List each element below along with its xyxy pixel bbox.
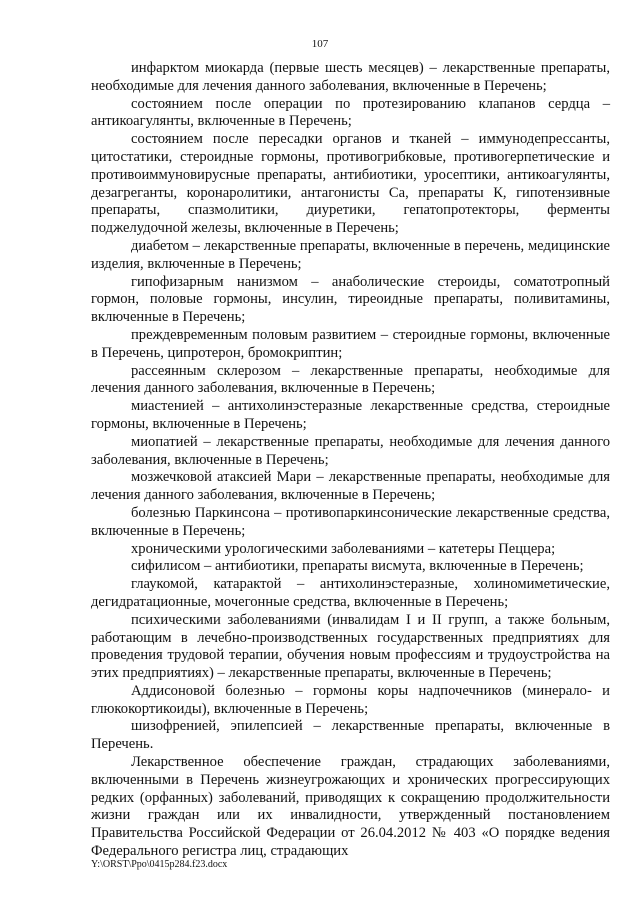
paragraph-parkinson: болезнью Паркинсона – противопаркинсонические лекарственные средства, включенные в Перечень; xyxy=(91,504,610,539)
paragraph-diabetes: диабетом – лекарственные препараты, включенные в перечень, медицинские изделия, включенные в Перечень; xyxy=(91,237,610,272)
paragraph-ataxia: мозжечковой атаксией Мари – лекарственные препараты, необходимые для лечения данного заболевания, включенные в Перечень; xyxy=(91,469,610,504)
paragraph-puberty: преждевременным половым развитием – стероидные гормоны, включенные в Перечень, ципротерон, бромокриптин; xyxy=(91,326,610,361)
paragraph-nanism: гипофизарным нанизмом – анаболические стероиды, соматотропный гормон, половые гормоны, инсулин, тиреоидные препараты, поливитамины, включенные в Перечень; xyxy=(91,273,610,326)
paragraph-mental-illness: психическими заболеваниями (инвалидам I и II групп, а также больным, работающим в лечебно-производственных государственных предприятиях для проведения трудовой терапии, обучения новым профессиям и трудоустройства на этих предприятиях) – лекарственные препараты, включенные в Перечень; xyxy=(91,611,610,682)
paragraph-myasthenia: миастенией – антихолинэстеразные лекарственные средства, стероидные гормоны, включенные в Перечень; xyxy=(91,398,610,432)
paragraph-myopathy: миопатией – лекарственные препараты, необходимые для лечения данного заболевания, включенные в Перечень; xyxy=(91,433,610,468)
paragraph-glaucoma: глаукомой, катарактой – антихолинэстеразные, холиномиметические, дегидратационные, мочегонные средства, включенные в Перечень; xyxy=(91,576,610,610)
paragraph-drug-provision: Лекарственное обеспечение граждан, страдающих заболеваниями, включенными в Перечень жизнеугрожающих и хронических прогрессирующих редких (орфанных) заболеваний, приводящих к сокращению продолжительности жизни граждан или их инвалидности, утвержденный постановлением Правительства Российской Федерации от 26.04.2012 № 403 «О порядке ведения Федерального регистра лиц, страдающих xyxy=(91,754,610,860)
document-body xyxy=(91,60,610,861)
paragraph-sclerosis: рассеянным склерозом – лекарственные препараты, необходимые для лечения данного заболевания, включенные в Перечень; xyxy=(91,362,610,397)
paragraph-heart-valve: состоянием после операции по протезированию клапанов сердца – антикоагулянты, включенные в Перечень; xyxy=(91,95,610,130)
paragraph-urology: хроническими урологическими заболеваниями – катетеры Пеццера; xyxy=(131,540,556,557)
paragraph-myocardial-infarction: инфарктом миокарда (первые шесть месяцев) – лекарственные препараты, необходимые для лечения данного заболевания, включенные в Перечень; xyxy=(91,60,610,94)
paragraph-transplant: состоянием после пересадки органов и тканей – иммунодепрессанты, цитостатики, стероидные гормоны, противогрибковые, противогерпетические и противоиммуновирусные препараты, антибиотики, уросептики, антикоагулянты, дезагреганты, коронаролитики, антагонисты Са, препараты К, гипотензивные препараты, спазмолитики, диуретики, гепатопротекторы, ферменты поджелудочной железы, включенные в Перечень; xyxy=(91,131,610,237)
paragraph-schizophrenia: шизофренией, эпилепсией – лекарственные препараты, включенные в Перечень. xyxy=(91,718,610,753)
footer-file-path: Y:\ORST\Ppo\0415p284.f23.docx xyxy=(91,859,228,870)
paragraph-syphilis: сифилисом – антибиотики, препараты висмута, включенные в Перечень; xyxy=(131,558,584,575)
paragraph-addison: Аддисоновой болезнью – гормоны коры надпочечников (минерало- и глюкокортикоиды), включенные в Перечень; xyxy=(91,682,610,717)
page-number: 107 xyxy=(311,38,329,50)
